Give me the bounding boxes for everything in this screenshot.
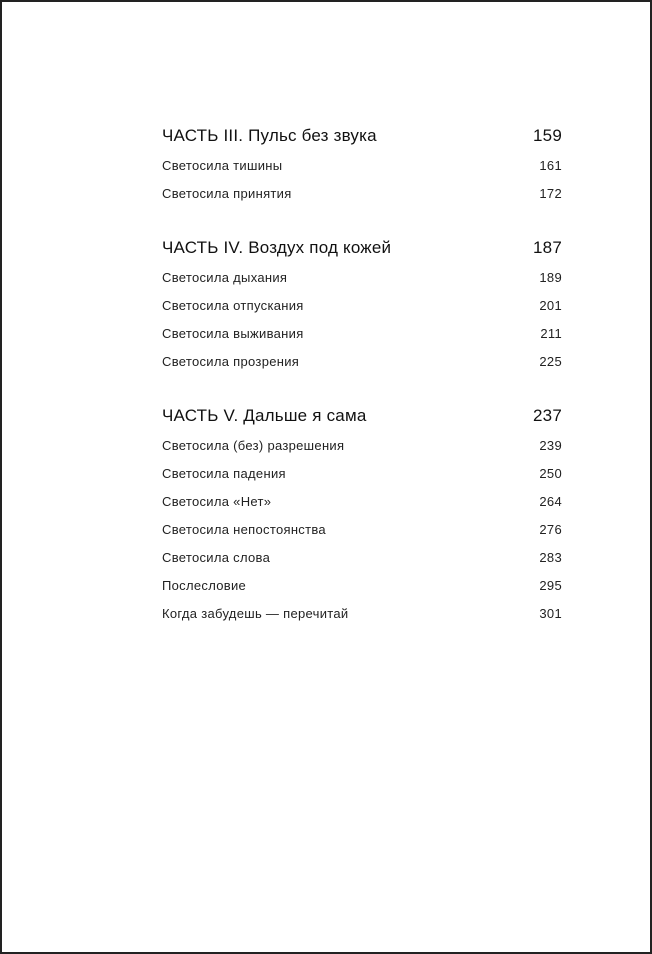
toc-entry bbox=[162, 494, 562, 522]
toc-part-4 bbox=[162, 238, 562, 382]
part-title: ЧАСТЬ V. Дальше я сама bbox=[162, 406, 367, 425]
entry-title: Светосила «Нет» bbox=[162, 494, 272, 509]
entry-page-number: 264 bbox=[539, 494, 562, 509]
entry-page-number: 161 bbox=[539, 158, 562, 173]
entry-title: Светосила слова bbox=[162, 550, 271, 565]
part-title: ЧАСТЬ IV. Воздух под кожей bbox=[162, 238, 392, 257]
toc-entry bbox=[162, 158, 562, 186]
toc-part-3 bbox=[162, 126, 562, 214]
entry-page-number: 201 bbox=[539, 298, 562, 313]
entry-page-number: 250 bbox=[539, 466, 562, 481]
entry-title: Светосила (без) разрешения bbox=[162, 438, 345, 453]
part-page-number: 159 bbox=[533, 126, 562, 145]
toc-entry bbox=[162, 550, 562, 578]
entry-title: Светосила дыхания bbox=[162, 270, 288, 285]
entry-title: Светосила падения bbox=[162, 466, 286, 481]
entry-title: Светосила непостоянства bbox=[162, 522, 326, 537]
entry-page-number: 283 bbox=[539, 550, 562, 565]
entry-title: Светосила выживания bbox=[162, 326, 304, 341]
part-heading bbox=[162, 238, 562, 264]
entry-title: Светосила принятия bbox=[162, 186, 292, 201]
toc-entry bbox=[162, 578, 562, 606]
toc-entry bbox=[162, 270, 562, 298]
toc-part-5 bbox=[162, 406, 562, 634]
table-of-contents bbox=[162, 126, 562, 658]
entry-page-number: 276 bbox=[539, 522, 562, 537]
entry-title: Светосила прозрения bbox=[162, 354, 300, 369]
part-page-number: 187 bbox=[533, 238, 562, 257]
toc-entry bbox=[162, 438, 562, 466]
toc-entry bbox=[162, 354, 562, 382]
part-title: ЧАСТЬ III. Пульс без звука bbox=[162, 126, 377, 145]
toc-entry bbox=[162, 186, 562, 214]
entry-title: Когда забудешь — перечитай bbox=[162, 606, 349, 621]
toc-entry bbox=[162, 298, 562, 326]
part-page-number: 237 bbox=[533, 406, 562, 425]
toc-entry bbox=[162, 522, 562, 550]
entry-page-number: 225 bbox=[539, 354, 562, 369]
entry-title: Светосила отпускания bbox=[162, 298, 304, 313]
entry-title: Светосила тишины bbox=[162, 158, 283, 173]
entry-page-number: 189 bbox=[539, 270, 562, 285]
entry-page-number: 301 bbox=[539, 606, 562, 621]
entry-title: Послесловие bbox=[162, 578, 247, 593]
toc-entry bbox=[162, 606, 562, 634]
entry-page-number: 295 bbox=[539, 578, 562, 593]
entry-page-number: 239 bbox=[539, 438, 562, 453]
entry-page-number: 172 bbox=[539, 186, 562, 201]
toc-entry bbox=[162, 326, 562, 354]
part-heading bbox=[162, 406, 562, 432]
toc-entry bbox=[162, 466, 562, 494]
entry-page-number: 211 bbox=[540, 326, 562, 341]
part-heading bbox=[162, 126, 562, 152]
